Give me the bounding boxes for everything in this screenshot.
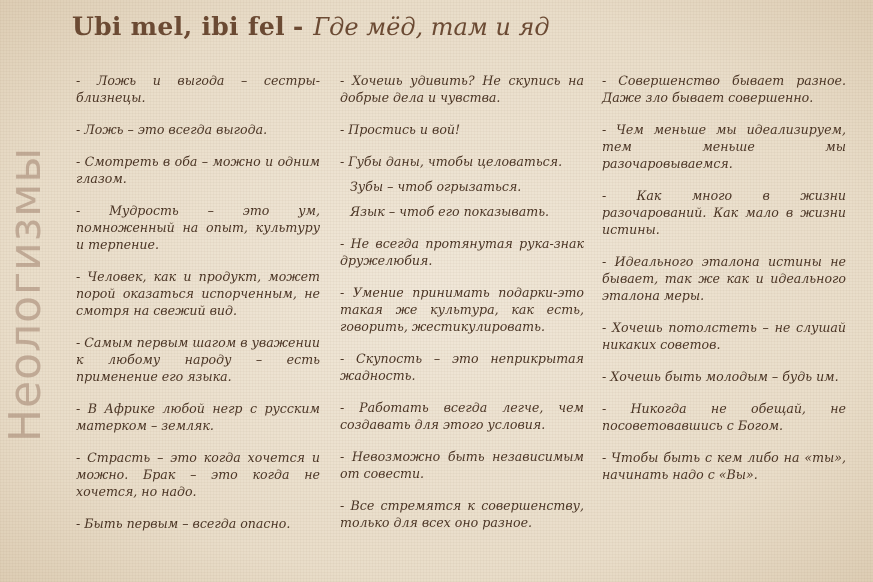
quote-item: - Идеального эталона истины не бывает, так же как и идеального эталона меры. [602, 254, 846, 303]
column-3 [602, 72, 846, 498]
quote-item: - Ложь и выгода – сестры-близнецы. [76, 73, 320, 105]
column-2 [340, 72, 584, 546]
quote-item: Зубы – чтоб огрызаться. [350, 179, 522, 194]
quote-item: - Человек, как и продукт, может порой оказаться испорченным, не смотря на свежий вид. [76, 269, 320, 318]
quote-item: - Хочешь потолстеть – не слушай никаких советов. [602, 320, 846, 352]
quote-item: - Чем меньше мы идеализируем, тем меньше мы разочаровываемся. [602, 122, 846, 171]
quote-item: - Мудрость – это ум, помноженный на опыт, культуру и терпение. [76, 203, 320, 252]
column-1 [76, 72, 320, 547]
quote-item: - Работать всегда легче, чем создавать для этого условия. [340, 400, 584, 432]
quote-item: - Страсть – это когда хочется и можно. Брак – это когда не хочется, но надо. [76, 450, 320, 499]
quote-item: - Ложь – это всегда выгода. [76, 122, 268, 137]
side-title-text: Неологизмы [0, 146, 52, 442]
quote-item: - Совершенство бывает разное. Даже зло бывает совершенно. [602, 73, 846, 105]
quote-item: - Хочешь быть молодым – будь им. [602, 369, 839, 384]
header [72, 12, 550, 56]
quote-item: - Скупость – это неприкрытая жадность. [340, 351, 584, 383]
quote-item: - Никогда не обещай, не посоветовавшись с Богом. [602, 401, 846, 433]
quote-item: - Самым первым шагом в уважении к любому народу – есть применение его языка. [76, 335, 320, 384]
quote-item: Язык – чтоб его показывать. [350, 204, 550, 219]
title-russian: Где мёд, там и яд [313, 13, 550, 41]
quote-item: - Как много в жизни разочарований. Как мало в жизни истины. [602, 188, 846, 237]
quote-item: - Хочешь удивить? Не скупись на добрые дела и чувства. [340, 73, 584, 105]
quote-item: - Не всегда протянутая рука-знак дружелюбия. [340, 236, 584, 268]
quote-item: - Невозможно быть независимым от совести. [340, 449, 584, 481]
quote-item: - Смотреть в оба – можно и одним глазом. [76, 154, 320, 186]
quote-item: - Чтобы быть с кем либо на «ты», начинать надо с «Вы». [602, 450, 846, 482]
quote-item: - Все стремятся к совершенству, только для всех оно разное. [340, 498, 584, 530]
title-dash: - [292, 12, 304, 41]
quote-item: - В Африке любой негр с русским матерком – земляк. [76, 401, 320, 433]
quote-item: - Умение принимать подарки-это такая же культура, как есть, говорить, жестикулировать. [340, 285, 584, 334]
quote-item: - Простись и вой! [340, 122, 461, 137]
quote-item: - Быть первым – всегда опасно. [76, 516, 291, 531]
quote-item: - Губы даны, чтобы целоваться. [340, 154, 563, 169]
title-latin: Ubi mel, ibi fel [72, 12, 285, 41]
side-title [0, 134, 52, 454]
